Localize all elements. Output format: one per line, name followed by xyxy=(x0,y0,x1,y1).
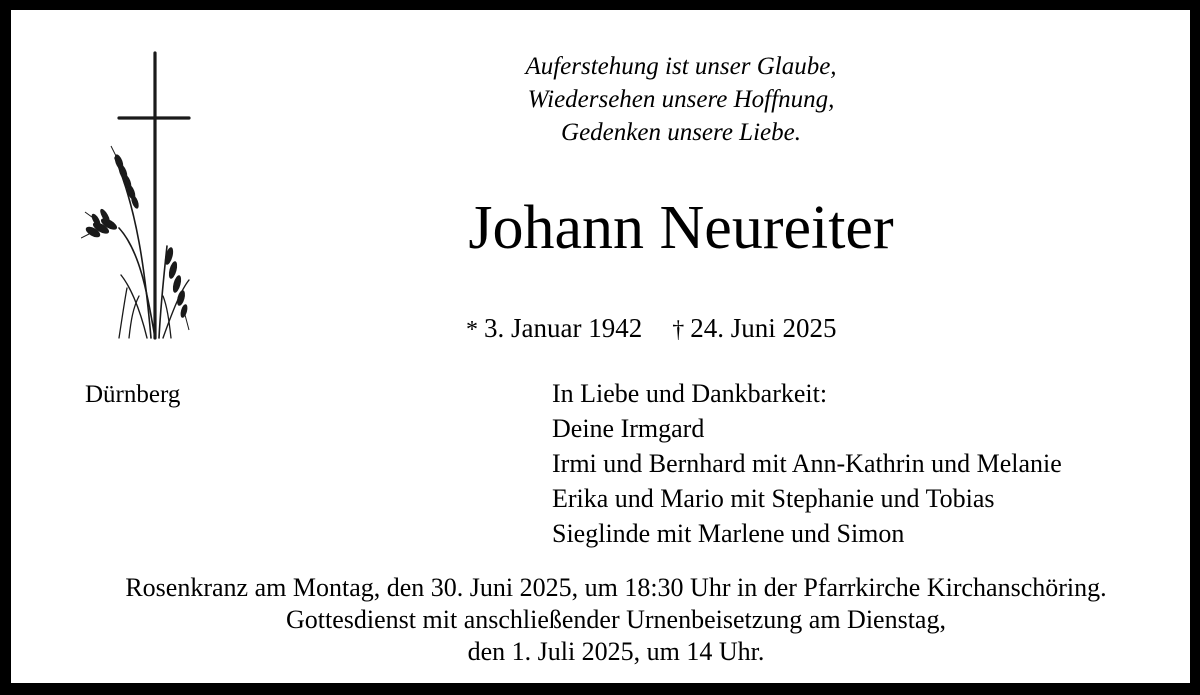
mourner-line: Erika und Mario mit Stephanie und Tobias xyxy=(552,484,995,513)
place-of-residence: Dürnberg xyxy=(85,381,181,408)
service-line: den 1. Juli 2025, um 14 Uhr. xyxy=(467,637,765,666)
cross-with-wheat-icon xyxy=(81,50,201,345)
mourner-line: Deine Irmgard xyxy=(552,414,705,443)
mourner-line: Irmi und Bernhard mit Ann-Kathrin und Melanie xyxy=(552,449,1062,478)
poem-line: Wiedersehen unsere Hoffnung, xyxy=(527,86,835,113)
birth-date: 3. Januar 1942 xyxy=(484,313,643,343)
mourners-list xyxy=(552,376,1062,551)
poem-line: Gedenken unsere Liebe. xyxy=(561,119,801,146)
poem-line: Auferstehung ist unser Glaube, xyxy=(525,53,837,80)
poem xyxy=(381,50,981,149)
death-cross-icon: † xyxy=(672,317,685,343)
life-dates xyxy=(466,310,836,348)
mourners-intro: In Liebe und Dankbarkeit: xyxy=(552,379,828,408)
service-line: Rosenkranz am Montag, den 30. Juni 2025, um 18:30 Uhr in der Pfarrkirche Kirchanschöring. xyxy=(125,573,1107,602)
service-details xyxy=(51,572,1181,668)
mourner-line: Sieglinde mit Marlene und Simon xyxy=(552,519,905,548)
service-line: Gottesdienst mit anschließender Urnenbeisetzung am Dienstag, xyxy=(286,605,946,634)
deceased-name: Johann Neureiter xyxy=(468,194,894,262)
death-date: 24. Juni 2025 xyxy=(690,313,837,343)
birth-star-icon: * xyxy=(466,317,478,343)
